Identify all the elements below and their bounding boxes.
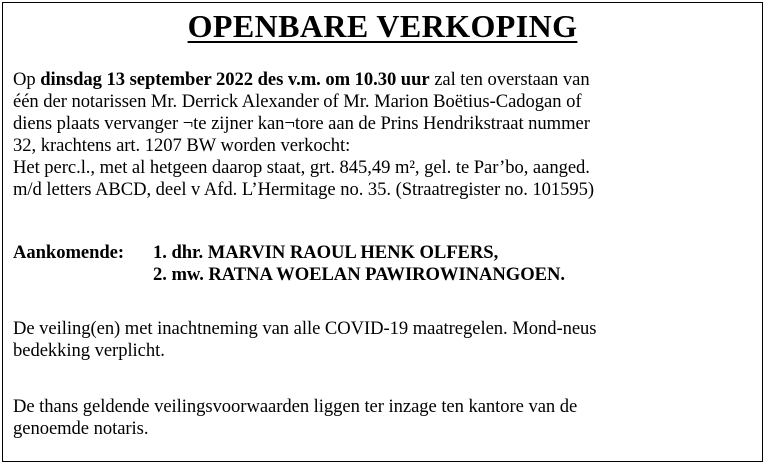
property-line-2: m/d letters ABCD, deel v Afd. L’Hermitage no. 35. (Straatregister no. 101595): [13, 179, 595, 200]
covid-paragraph: [13, 318, 761, 362]
terms-line-2: genoemde notaris.: [13, 418, 149, 439]
auction-notice: [2, 2, 763, 462]
terms-line-1: De thans geldende veilingsvoorwaarden liggen ter inzage ten kantore van de: [13, 396, 578, 417]
covid-line-2: bedekking verplicht.: [13, 340, 165, 361]
sale-date: dinsdag 13 september 2022 des v.m. om 10.30 uur: [40, 69, 430, 90]
sale-details-line-4: 32, krachtens art. 1207 BW worden verkocht:: [13, 135, 351, 156]
sale-details-line-2: één der notarissen Mr. Derrick Alexander of Mr. Marion Boëtius-Cadogan of: [13, 91, 582, 112]
heirs-block: [13, 242, 761, 286]
notice-title: [3, 6, 762, 46]
covid-line-1: De veiling(en) met inachtneming van alle COVID-19 maatregelen. Mond-neus: [13, 318, 597, 339]
sale-prefix: Op: [13, 69, 41, 90]
heir-row-1: [13, 242, 761, 264]
terms-paragraph: [13, 396, 761, 440]
heir-item: 1. dhr. MARVIN RAOUL HENK OLFERS,: [153, 242, 499, 263]
property-line-1: Het perc.l., met al hetgeen daarop staat, grt. 845,49 m², gel. te Par’bo, aanged.: [13, 157, 590, 178]
notice-title-text: OPENBARE VERKOPING: [187, 8, 578, 44]
sale-details-paragraph: [13, 69, 761, 201]
sale-details-line-3: diens plaats vervanger ¬te zijner kan¬tore aan de Prins Hendrikstraat nummer: [13, 113, 590, 134]
heirs-label: Aankomende:: [13, 242, 125, 263]
heir-item: 2. mw. RATNA WOELAN PAWIROWINANGOEN.: [153, 264, 565, 285]
sale-line-1-rest: zal ten overstaan van: [429, 69, 590, 90]
heir-row-2: [13, 264, 761, 286]
sale-details-line-1: [13, 69, 761, 91]
